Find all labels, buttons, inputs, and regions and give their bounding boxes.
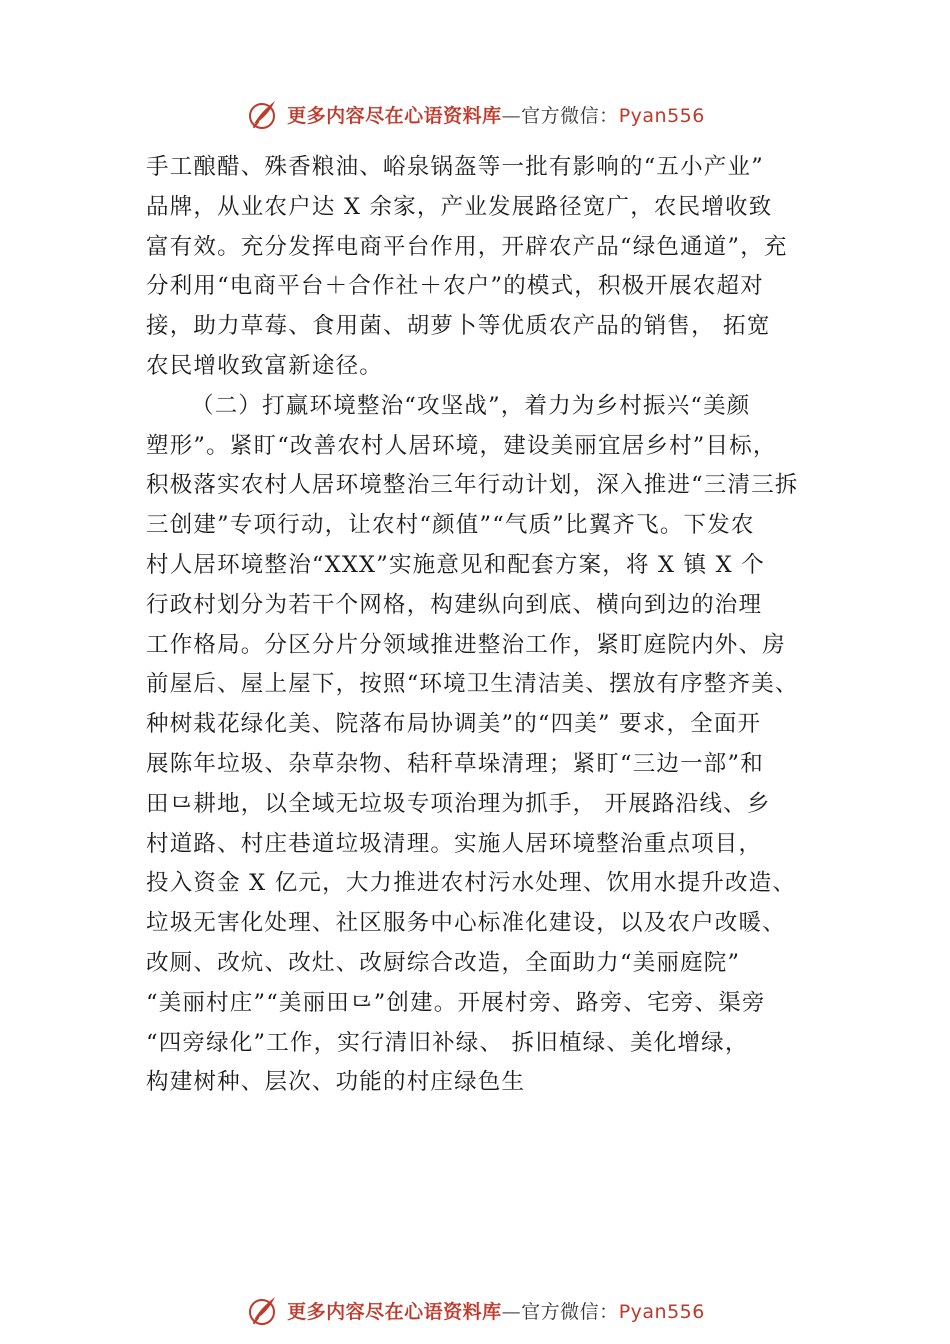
paragraph-line: 手工酿醋、殊香粮油、峪泉锅盔等一批有影响的“五小产业” [146, 154, 764, 180]
paragraph-line: 富有效。充分发挥电商平台作用，开辟农产品“绿色通道”，充 [146, 233, 788, 260]
paragraph-line: 三创建”专项行动，让农村“颜值”“气质”比翼齐飞。下发农 [146, 512, 755, 539]
paragraph-line: 田⺋耕地，以全域无垃圾专项治理为抓手， 开展路沿线、乡 [146, 790, 771, 817]
paragraph-line: 村人居环境整治“XXX”实施意见和配套方案，将 X 镇 X 个 [146, 551, 765, 578]
paragraph-line: 展陈年垃圾、杂草杂物、秸秆草垛清理；紧盯“三边一部”和 [146, 750, 764, 777]
document-body [146, 148, 846, 1103]
paragraph-line: 行政村划分为若干个网格，构建纵向到底、横向到边的治理 [146, 591, 763, 618]
quill-logo-icon [245, 1293, 279, 1327]
paragraph-line: 接，助力草莓、食用菌、胡萝卜等优质农产品的销售， 拓宽 [146, 313, 771, 340]
header-wechat-id: Pyan556 [618, 104, 705, 127]
paragraph-line: 垃圾无害化处理、社区服务中心标准化建设，以及农户改暖、 [146, 910, 786, 937]
paragraph-line: 前屋后、屋上屋下，按照“环境卫生清洁美、摆放有序整齐美、 [146, 671, 799, 698]
header-banner-text [287, 101, 705, 128]
quill-logo-icon [245, 97, 279, 131]
paragraph-line: 分利用“电商平台＋合作社＋农户”的模式，积极开展农超对 [146, 273, 764, 300]
paragraph-line: （二）打赢环境整治“攻坚战”，着力为乡村振兴“美颜 [191, 392, 751, 419]
paragraph-line: “四旁绿化”工作，实行清旧补绿、 拆旧植绿、美化增绿， [146, 1029, 749, 1056]
footer-banner-text [287, 1297, 705, 1324]
footer-banner [0, 1290, 950, 1330]
paragraph-line: 村道路、村庄巷道垃圾清理。实施人居环境整治重点项目， [146, 830, 763, 857]
header-brand: 更多内容尽在心语资料库 [287, 104, 502, 127]
footer-wechat-label: 官方微信： [521, 1300, 619, 1323]
paragraph-line: 构建树种、层次、功能的村庄绿色生 [146, 1069, 526, 1096]
footer-wechat-id: Pyan556 [618, 1300, 705, 1323]
paragraph-line: 积极落实农村人居环境整治三年行动计划，深入推进“三清三拆 [146, 472, 799, 499]
paragraph-line: 农民增收致富新途径。 [146, 352, 384, 379]
header-banner [0, 94, 950, 134]
header-separator: — [501, 104, 522, 127]
paragraph-line: 投入资金 X 亿元，大力推进农村污水处理、饮用水提升改造、 [146, 870, 797, 897]
header-wechat-label: 官方微信： [521, 104, 619, 127]
paragraph-line: 种树栽花绿化美、院落布局协调美”的“四美” 要求，全面开 [146, 711, 762, 738]
paragraph-line: 塑形”。紧盯“改善农村人居环境，建设美丽宜居乡村”目标， [146, 432, 777, 459]
paragraph-line: 工作格局。分区分片分领域推进整治工作，紧盯庭院内外、房 [146, 631, 786, 658]
paragraph-line: “美丽村庄”“美丽田⺋”创建。开展村旁、路旁、宅旁、渠旁 [146, 989, 766, 1016]
footer-separator: — [501, 1300, 522, 1323]
paragraph-line: 改厕、改炕、改灶、改厨综合改造，全面助力“美丽庭院” [146, 949, 741, 976]
paragraph-line: 品牌，从业农户达 X 余家，产业发展路径宽广，农民增收致 [146, 193, 773, 220]
footer-brand: 更多内容尽在心语资料库 [287, 1300, 502, 1323]
